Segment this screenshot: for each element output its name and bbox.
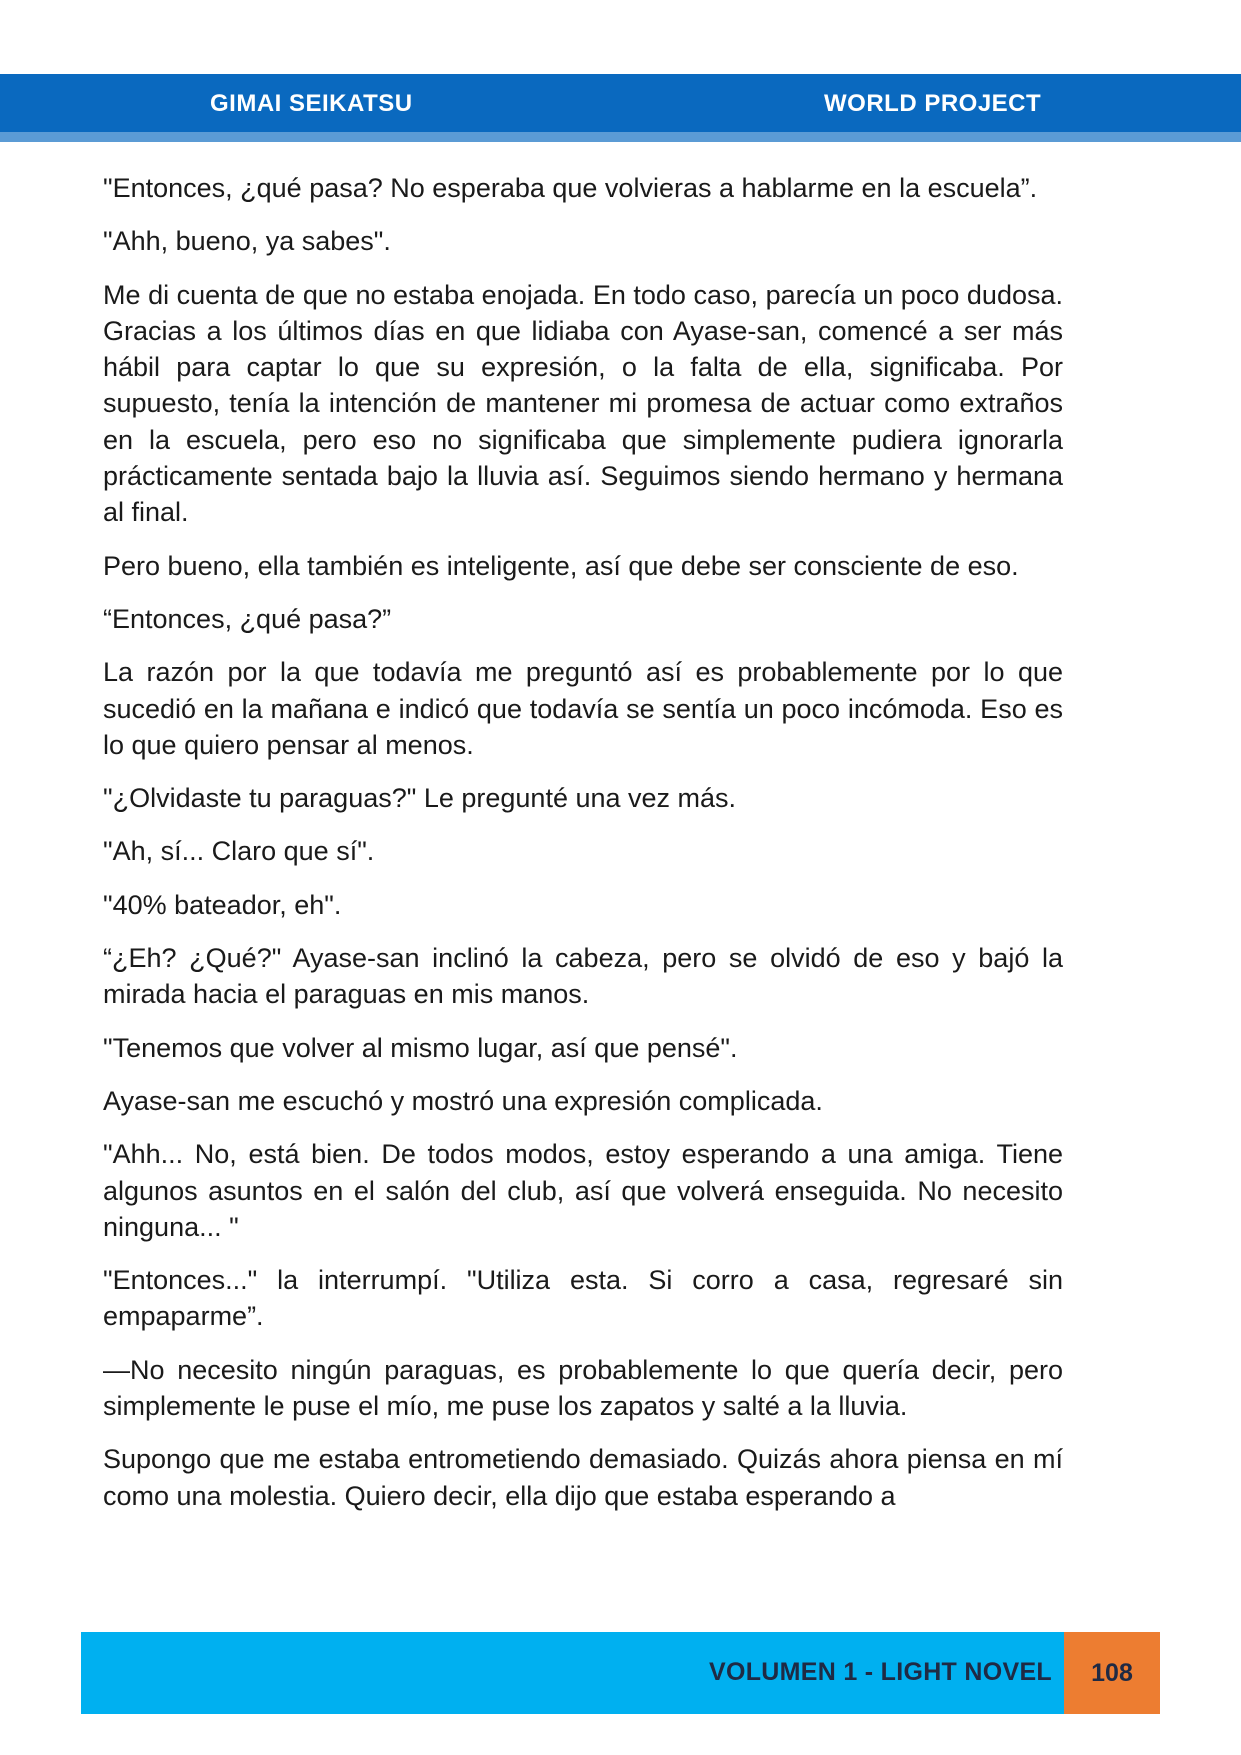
paragraph: “Entonces, ¿qué pasa?” xyxy=(103,603,392,634)
header-series-title: GIMAI SEIKATSU xyxy=(210,90,413,117)
paragraph: "¿Olvidaste tu paraguas?" Le pregunté una vez más. xyxy=(103,783,737,814)
footer-volume-label: VOLUMEN 1 - LIGHT NOVEL xyxy=(708,1658,1052,1686)
paragraph: "Ahh... No, está bien. De todos modos, estoy esperando a una amiga. Tiene algunos asuntos en el salón del club, así que volverá enseguida. No necesito ninguna... " xyxy=(103,1139,1063,1242)
paragraph: Supongo que me estaba entrometiendo demasiado. Quizás ahora piensa en mí como una molestia. Quiero decir, ella dijo que estaba esperando a xyxy=(103,1444,1063,1511)
paragraph: "Tenemos que volver al mismo lugar, así que pensé". xyxy=(103,1032,738,1063)
page-footer xyxy=(81,1632,1160,1714)
paragraph: "Ahh, bueno, ya sabes". xyxy=(103,226,391,257)
paragraph: Me di cuenta de que no estaba enojada. En todo caso, parecía un poco dudosa. Gracias a los últimos días en que lidiaba con Ayase-san, comencé a ser más hábil para captar lo que su expresión, o la falta de ella, significaba. Por supuesto, tenía la intención de mantener mi promesa de actuar como extraños en la escuela, pero eso no significaba que simplemente pudiera ignorarla prácticamente sentada bajo la lluvia así. Seguimos siendo hermano y hermana al final. xyxy=(103,279,1063,528)
header-group-title: WORLD PROJECT xyxy=(824,90,1042,117)
page-number: 108 xyxy=(1064,1632,1160,1714)
paragraph: Pero bueno, ella también es inteligente, así que debe ser consciente de eso. xyxy=(103,550,1019,581)
body-text xyxy=(103,170,1063,1531)
paragraph: "40% bateador, eh". xyxy=(103,889,342,920)
paragraph: —No necesito ningún paraguas, es probablemente lo que quería decir, pero simplemente le puse el mío, me puse los zapatos y salté a la lluvia. xyxy=(103,1354,1063,1422)
paragraph: Ayase-san me escuchó y mostró una expresión complicada. xyxy=(103,1085,823,1116)
paragraph: “¿Eh? ¿Qué?" Ayase-san inclinó la cabeza, pero se olvidó de eso y bajó la mirada hacia el paraguas en mis manos. xyxy=(103,943,1063,1010)
page-header xyxy=(0,74,1241,142)
paragraph: "Ah, sí... Claro que sí". xyxy=(103,836,375,867)
paragraph: "Entonces..." la interrumpí. "Utiliza esta. Si corro a casa, regresaré sin empaparme”. xyxy=(103,1265,1063,1332)
paragraph: La razón por la que todavía me preguntó así es probablemente por lo que sucedió en la mañana e indicó que todavía se sentía un poco incómoda. Eso es lo que quiero pensar al menos. xyxy=(103,657,1063,760)
paragraph: "Entonces, ¿qué pasa? No esperaba que volvieras a hablarme en la escuela”. xyxy=(103,173,1038,203)
